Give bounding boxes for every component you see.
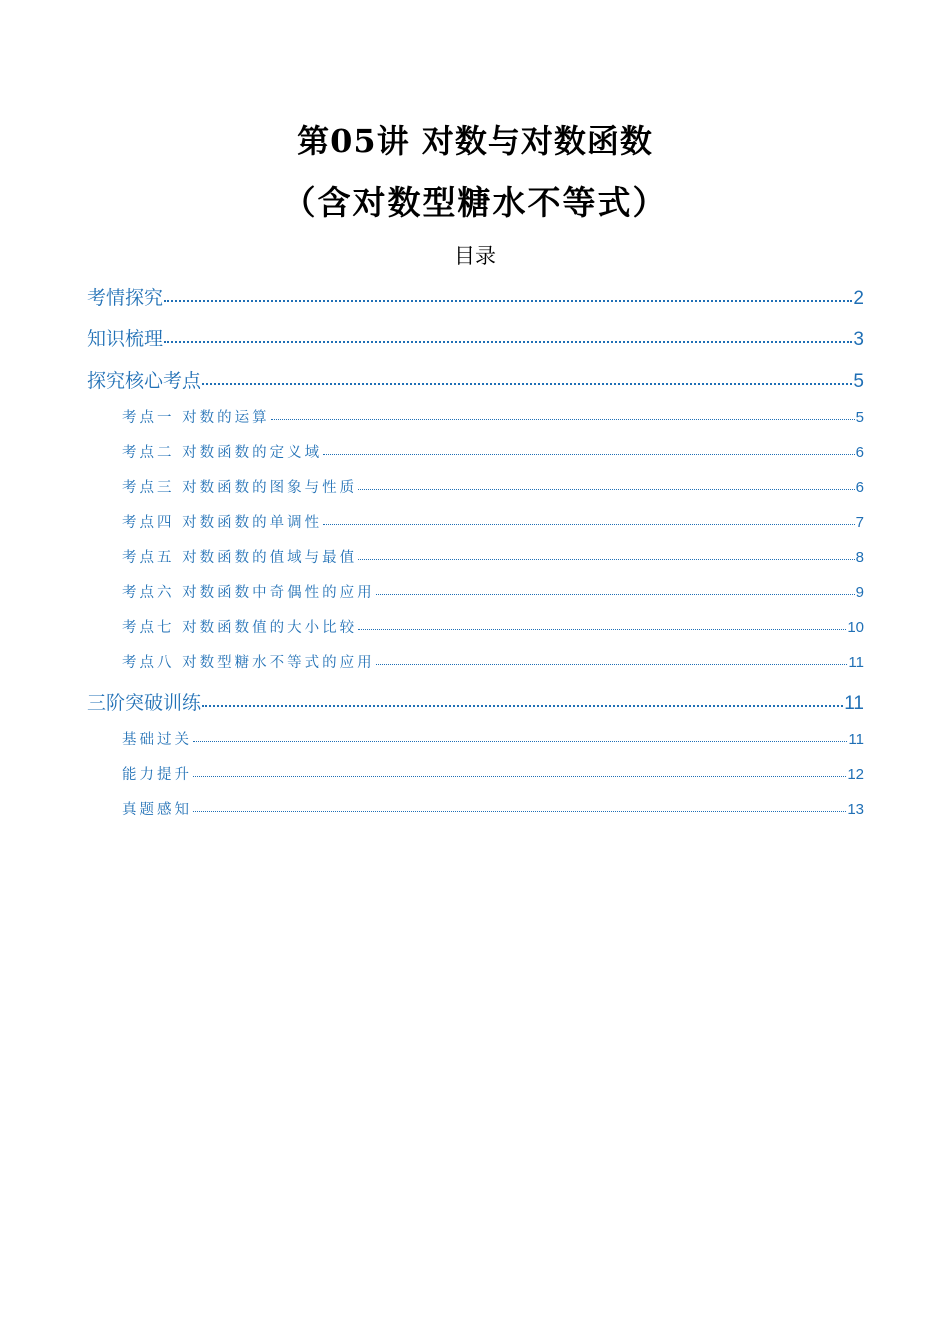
toc-entry-kaodian-8[interactable] [122,651,864,672]
document-title: 第05讲 对数与对数函数 [297,122,653,160]
toc-entry-kaoqing-tanjiu[interactable] [87,283,864,310]
toc-leader-dots [358,629,846,630]
toc-page-number: 6 [855,479,864,496]
toc-leader-dots [271,419,855,420]
toc-leader-dots [358,489,855,490]
toc-entry-label: 知识梳理 [87,328,164,350]
toc-leader-dots [193,776,846,777]
toc-entry-kaodian-5[interactable] [122,546,864,567]
toc-page-number: 2 [853,288,864,309]
toc-entry-label: 真题感知 [122,802,192,818]
toc-page-number: 5 [853,371,864,392]
toc-entry-kaodian-4[interactable] [122,511,864,532]
toc-entry-kaodian-2[interactable] [122,441,864,462]
toc-leader-dots [358,559,855,560]
toc-page-number: 11 [848,654,864,671]
toc-leader-dots [323,524,855,525]
document-subtitle: （含对数型糖水不等式） [282,183,668,222]
toc-leader-dots [376,594,855,595]
toc-entry-label: 考点二 对数函数的定义域 [122,445,323,461]
toc-entry-label: 考点一 对数的运算 [122,410,270,426]
toc-entry-label: 探究核心考点 [87,370,202,392]
toc-leader-dots [164,341,852,343]
toc-page-number: 9 [855,584,864,601]
toc-leader-dots [202,705,843,707]
toc-entry-kaodian-3[interactable] [122,476,864,497]
toc-entry-kaodian-6[interactable] [122,581,864,602]
toc-entry-label: 考情探究 [87,287,164,309]
toc-leader-dots [202,383,852,385]
toc-heading: 目录 [454,244,496,268]
toc-leader-dots [193,741,847,742]
toc-entry-label: 考点八 对数型糖水不等式的应用 [122,655,375,671]
toc-leader-dots [164,300,852,302]
toc-entry-zhenti-ganzhi[interactable] [122,798,864,819]
toc-entry-label: 基础过关 [122,732,192,748]
toc-entry-label: 考点七 对数函数值的大小比较 [122,620,358,636]
toc-entry-kaodian-7[interactable] [122,616,864,637]
toc-entry-nengli-tisheng[interactable] [122,763,864,784]
toc-leader-dots [193,811,846,812]
toc-leader-dots [323,454,855,455]
toc-page-number: 7 [855,514,864,531]
toc-page-number: 5 [855,409,864,426]
toc-leader-dots [376,664,848,665]
toc-entry-label: 考点五 对数函数的值域与最值 [122,550,358,566]
toc-entry-label: 考点三 对数函数的图象与性质 [122,480,358,496]
toc-page-number: 13 [847,801,864,818]
toc-entry-jichu-guoguan[interactable] [122,728,864,749]
toc-entry-zhishi-shuli[interactable] [87,324,864,351]
toc-page-number: 12 [847,766,864,783]
toc-entry-label: 三阶突破训练 [87,692,202,714]
toc-entry-label: 考点四 对数函数的单调性 [122,515,323,531]
toc-page-number: 11 [844,693,864,714]
toc-entry-label: 考点六 对数函数中奇偶性的应用 [122,585,375,601]
toc-page-number: 6 [855,444,864,461]
toc-page-number: 10 [847,619,864,636]
toc-entry-kaodian-1[interactable] [122,406,864,427]
toc-entry-label: 能力提升 [122,767,192,783]
toc-entry-sanjie-tupo-xunlian[interactable] [87,688,864,715]
toc-page-number: 8 [855,549,864,566]
toc-entry-tanjiu-hexin-kaodian[interactable] [87,366,864,393]
toc-page-number: 3 [853,329,864,350]
toc-page-number: 11 [848,731,864,748]
